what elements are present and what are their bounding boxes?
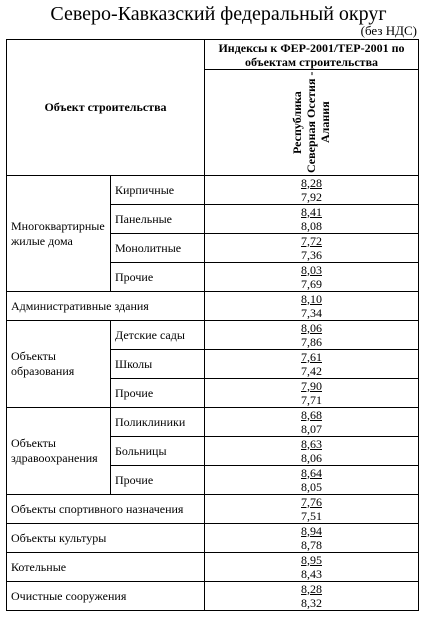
index-value-secondary: 7,92 bbox=[301, 189, 322, 204]
vat-note: (без НДС) bbox=[360, 23, 417, 38]
index-value-primary: 7,76 bbox=[301, 494, 322, 509]
header-object: Объект строительства bbox=[7, 40, 205, 176]
index-value-primary: 8,63 bbox=[301, 436, 322, 451]
index-table bbox=[6, 39, 419, 611]
index-value-primary: 8,94 bbox=[301, 523, 322, 538]
index-value-cell bbox=[205, 524, 419, 553]
index-value-secondary: 7,51 bbox=[301, 508, 322, 523]
index-value-secondary: 7,34 bbox=[301, 305, 322, 320]
object-label: Объекты спортивного назначения bbox=[7, 495, 205, 524]
table-row bbox=[7, 292, 419, 321]
group-label: Объекты здравоохранения bbox=[7, 408, 111, 495]
index-value-secondary: 8,43 bbox=[301, 566, 322, 581]
group-label: Многоквартирные жилые дома bbox=[7, 176, 111, 292]
group-label: Объекты образования bbox=[7, 321, 111, 408]
subtype-label: Школы bbox=[111, 350, 205, 379]
index-value-cell bbox=[205, 263, 419, 292]
index-value-cell bbox=[205, 582, 419, 611]
index-value-secondary: 8,32 bbox=[301, 595, 322, 610]
subtype-label: Детские сады bbox=[111, 321, 205, 350]
subtype-label: Прочие bbox=[111, 466, 205, 495]
table-row bbox=[7, 582, 419, 611]
index-value-primary: 7,61 bbox=[301, 349, 322, 364]
index-value-cell bbox=[205, 437, 419, 466]
index-value-cell bbox=[205, 350, 419, 379]
table-row bbox=[7, 321, 419, 350]
index-value-cell bbox=[205, 234, 419, 263]
header-row-top bbox=[7, 40, 419, 70]
index-value-secondary: 8,05 bbox=[301, 479, 322, 494]
index-value-cell bbox=[205, 292, 419, 321]
subtype-label: Прочие bbox=[111, 263, 205, 292]
index-value-secondary: 8,07 bbox=[301, 421, 322, 436]
index-value-secondary: 8,08 bbox=[301, 218, 322, 233]
index-value-cell bbox=[205, 408, 419, 437]
index-value-secondary: 7,69 bbox=[301, 276, 322, 291]
table-row bbox=[7, 495, 419, 524]
header-region-cell bbox=[205, 70, 419, 176]
index-value-primary: 8,03 bbox=[301, 262, 322, 277]
index-value-secondary: 8,06 bbox=[301, 450, 322, 465]
index-value-secondary: 7,42 bbox=[301, 363, 322, 378]
header-region: Республика Северная Осетия - Алания bbox=[289, 71, 332, 174]
header-indexes: Индексы к ФЕР-2001/ТЕР-2001 по объектам строительства bbox=[205, 40, 419, 70]
header-region-wrap bbox=[205, 70, 418, 175]
index-value-primary: 8,28 bbox=[301, 175, 322, 190]
index-value-cell bbox=[205, 495, 419, 524]
index-value-primary: 8,64 bbox=[301, 465, 322, 480]
page-title: Северо-Кавказский федеральный округ bbox=[50, 3, 387, 25]
index-value-cell bbox=[205, 205, 419, 234]
object-label: Административные здания bbox=[7, 292, 205, 321]
subtype-label: Панельные bbox=[111, 205, 205, 234]
index-value-secondary: 7,36 bbox=[301, 247, 322, 262]
index-value-cell bbox=[205, 321, 419, 350]
subtype-label: Прочие bbox=[111, 379, 205, 408]
index-value-primary: 7,72 bbox=[301, 233, 322, 248]
index-value-primary: 8,68 bbox=[301, 407, 322, 422]
index-value-cell bbox=[205, 466, 419, 495]
object-label: Объекты культуры bbox=[7, 524, 205, 553]
object-label: Очистные сооружения bbox=[7, 582, 205, 611]
index-value-cell bbox=[205, 553, 419, 582]
subtype-label: Кирпичные bbox=[111, 176, 205, 205]
index-value-secondary: 7,71 bbox=[301, 392, 322, 407]
index-value-cell bbox=[205, 379, 419, 408]
index-value-primary: 8,10 bbox=[301, 291, 322, 306]
subtype-label: Монолитные bbox=[111, 234, 205, 263]
table-row bbox=[7, 176, 419, 205]
index-value-secondary: 8,78 bbox=[301, 537, 322, 552]
index-value-cell bbox=[205, 176, 419, 205]
object-label: Котельные bbox=[7, 553, 205, 582]
subtype-label: Поликлиники bbox=[111, 408, 205, 437]
index-value-primary: 8,41 bbox=[301, 204, 322, 219]
table-row bbox=[7, 553, 419, 582]
index-value-primary: 8,06 bbox=[301, 320, 322, 335]
index-value-secondary: 7,86 bbox=[301, 334, 322, 349]
index-value-primary: 8,95 bbox=[301, 552, 322, 567]
index-value-primary: 7,90 bbox=[301, 378, 322, 393]
table-row bbox=[7, 408, 419, 437]
index-value-primary: 8,28 bbox=[301, 581, 322, 596]
subtype-label: Больницы bbox=[111, 437, 205, 466]
table-body bbox=[7, 176, 419, 611]
table-row bbox=[7, 524, 419, 553]
